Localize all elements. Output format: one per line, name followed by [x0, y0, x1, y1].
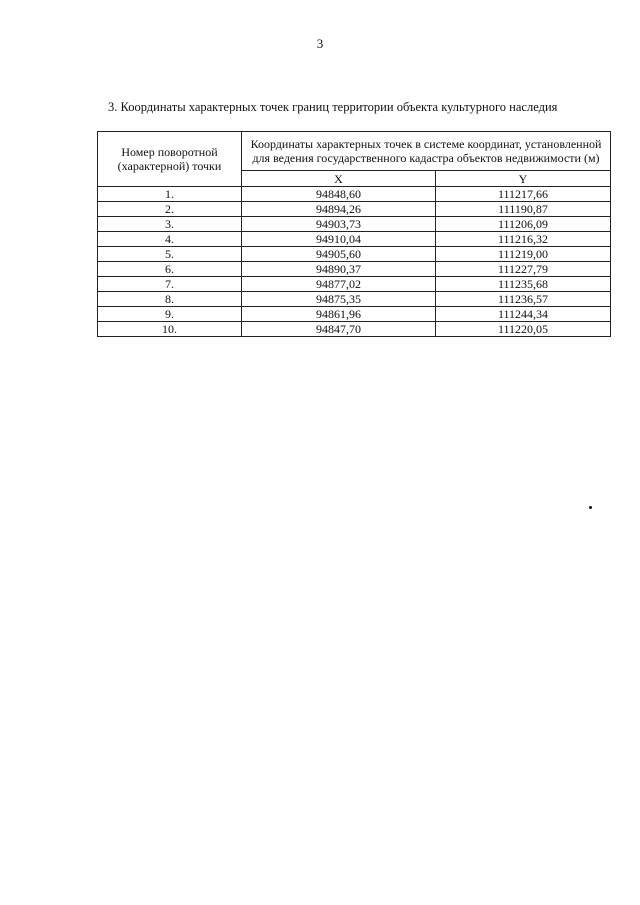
table-row — [98, 322, 611, 337]
header-x: X — [242, 171, 436, 187]
coord-y: 111216,32 — [436, 232, 611, 247]
header-point-number: Номер поворотной (характерной) точки — [98, 132, 242, 187]
coord-x: 94861,96 — [242, 307, 436, 322]
coord-y: 111217,66 — [436, 187, 611, 202]
point-number: 2. — [98, 202, 242, 217]
coord-x: 94890,37 — [242, 262, 436, 277]
table-row — [98, 307, 611, 322]
coord-y: 111235,68 — [436, 277, 611, 292]
coord-x: 94875,35 — [242, 292, 436, 307]
point-number: 5. — [98, 247, 242, 262]
coordinates-table — [97, 131, 611, 337]
coord-y: 111227,79 — [436, 262, 611, 277]
table-row — [98, 247, 611, 262]
table-row — [98, 187, 611, 202]
header-coordinates: Координаты характерных точек в системе координат, установленной для ведения государственного кадастра объектов недвижимости (м) — [242, 132, 611, 171]
page-number: 3 — [316, 36, 324, 51]
point-number: 6. — [98, 262, 242, 277]
coord-y: 111244,34 — [436, 307, 611, 322]
coord-x: 94894,26 — [242, 202, 436, 217]
table-header-row — [98, 132, 611, 171]
coord-y: 111236,57 — [436, 292, 611, 307]
point-number: 4. — [98, 232, 242, 247]
point-number: 8. — [98, 292, 242, 307]
coord-y: 111220,05 — [436, 322, 611, 337]
table-row — [98, 277, 611, 292]
table-row — [98, 292, 611, 307]
point-number: 3. — [98, 217, 242, 232]
point-number: 10. — [98, 322, 242, 337]
coord-x: 94903,73 — [242, 217, 436, 232]
table-row — [98, 217, 611, 232]
coord-y: 111190,87 — [436, 202, 611, 217]
table-row — [98, 202, 611, 217]
point-number: 7. — [98, 277, 242, 292]
point-number: 9. — [98, 307, 242, 322]
point-number: 1. — [98, 187, 242, 202]
coord-x: 94877,02 — [242, 277, 436, 292]
coord-x: 94847,70 — [242, 322, 436, 337]
coord-y: 111206,09 — [436, 217, 611, 232]
coord-x: 94905,60 — [242, 247, 436, 262]
coord-x: 94848,60 — [242, 187, 436, 202]
stray-mark-dot — [589, 506, 592, 509]
header-y: Y — [436, 171, 611, 187]
table-row — [98, 262, 611, 277]
coord-y: 111219,00 — [436, 247, 611, 262]
table-row — [98, 232, 611, 247]
section-title: 3. Координаты характерных точек границ территории объекта культурного наследия — [108, 100, 558, 114]
coord-x: 94910,04 — [242, 232, 436, 247]
